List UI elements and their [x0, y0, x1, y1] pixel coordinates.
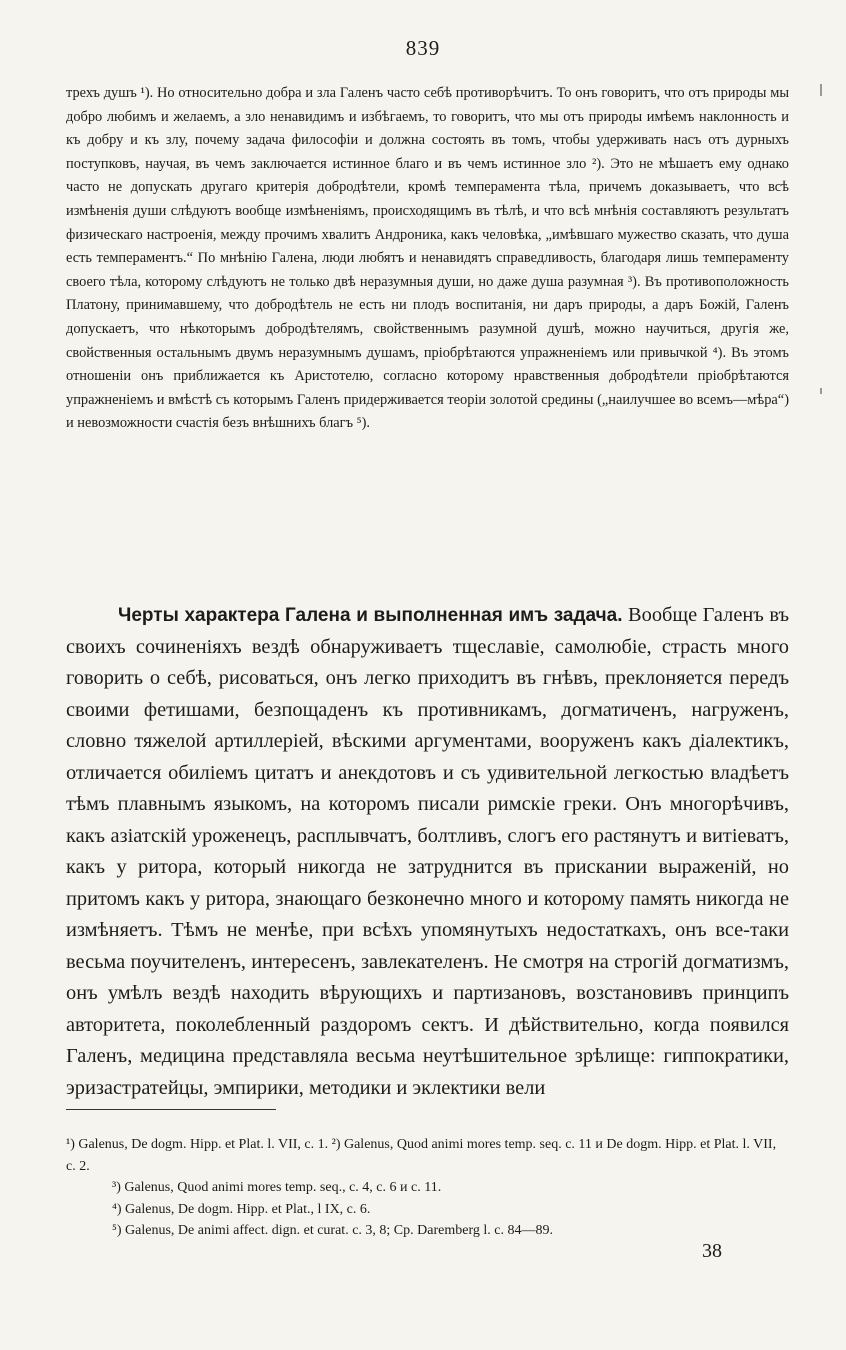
section-title: Черты характера Галена и выполненная имъ задача.	[118, 605, 623, 626]
footnotes	[66, 1134, 789, 1242]
margin-mark	[820, 84, 822, 96]
paragraph-text: трехъ душъ ¹). Но относительно добра и зла Галенъ часто себѣ противорѣчитъ. То онъ говоритъ, что отъ природы мы добро любимъ и желаемъ, а зло ненавидимъ и избѣгаемъ, то говоритъ, что мы отъ природы имѣемъ наклонность и къ добру и къ злу, почему задача философіи и должна состоять въ томъ, чтобы удерживать насъ отъ дурныхъ поступковъ, научая, въ чемъ заключается истинное благо и въ чемъ истинное зло ²). Это не мѣшаетъ ему однако часто не допускать другаго критерія добродѣтели, кромѣ темперамента тѣла, причемъ доказываетъ, что всѣ измѣненія души слѣдуютъ вообще измѣненіямъ, происходящимъ въ тѣлѣ, и что всѣ мнѣнія составляютъ результатъ физическаго настроенія, между прочимъ хвалитъ Андроника, какъ человѣка, „имѣвшаго мужество сказать, что душа есть темпераментъ.“ По мнѣнію Галена, люди любятъ и ненавидятъ справедливость, благодаря лишь темпераменту своего тѣла, которому слѣдуютъ не только двѣ неразумныя души, но даже душа разумная ³). Въ противоположность Платону, принимавшему, что добродѣтель не есть ни плодъ воспитанія, ни даръ природы, а даръ Божій, Галенъ допускаетъ, что нѣкоторымъ добродѣтелямъ, свойственнымъ разумной душѣ, можно научиться, другія же, свойственныя остальнымъ двумъ неразумнымъ душамъ, пріобрѣтаются упражненіемъ или привычкой ⁴). Въ этомъ отношеніи онъ приближается къ Аристотелю, согласно которому нравственныя добродѣтели пріобрѣтаются упражненіемъ и вмѣстѣ съ которымъ Галенъ придерживается теоріи золотой средины („наилучшее во всемъ—мѣра“) и невозможности счастія безъ внѣшнихъ благъ ⁵).	[66, 85, 789, 432]
section-paragraph	[66, 600, 789, 1104]
footnote-1-2: ¹) Galenus, De dogm. Hipp. et Plat. l. VII, c. 1. ²) Galenus, Quod animi mores temp. seq. c. 11 и De dogm. Hipp. et Plat. l. VII, c. 2.	[66, 1137, 777, 1174]
margin-mark	[820, 388, 822, 394]
sheet-signature-number: 38	[702, 1240, 722, 1262]
page-number: 839	[405, 36, 441, 60]
footnote-5: ⁵) Galenus, De animi affect. dign. et curat. c. 3, 8; Ср. Daremberg l. c. 84—89.	[112, 1223, 553, 1238]
section-paragraph-text: Вообще Галенъ въ своихъ сочиненіяхъ вездѣ обнаруживаетъ тщеславіе, самолюбіе, страсть много говорить о себѣ, рисоваться, онъ легко приходитъ въ гнѣвъ, преклоняется передъ своими фетишами, безпощаденъ къ противникамъ, догматиченъ, нагруженъ, словно тяжелой артиллеріей, вѣскими аргументами, вооруженъ какъ діалектикъ, отличается обиліемъ цитатъ и анекдотовъ и съ удивительной легкостью владѣетъ тѣмъ плавнымъ языкомъ, на которомъ писали римскіе греки. Онъ многорѣчивъ, какъ азіатскій уроженецъ, расплывчатъ, болтливъ, слогъ его растянутъ и витіеватъ, какъ у ритора, который никогда не затруднится въ прискании выраженій, но притомъ какъ у ритора, знающаго безконечно много и которому память никогда не измѣняетъ. Тѣмъ не менѣе, при всѣхъ упомянутыхъ недостаткахъ, онъ все-таки весьма поучителенъ, интересенъ, завлекателенъ. Не смотря на строгій догматизмъ, онъ умѣлъ вездѣ находить вѣрующихъ и партизановъ, возстановивъ принципъ авторитета, поколебленный раздоромъ сектъ. И дѣйствительно, когда появился Галенъ, медицина представляла весьма неутѣшительное зрѣлище: гиппократики, эризастратейцы, эмпирики, методики и эклектики вели	[66, 604, 789, 1099]
body-section	[66, 600, 789, 1104]
body-paragraph-continued	[66, 82, 789, 436]
footnote-4: ⁴) Galenus, De dogm. Hipp. et Plat., l IX, c. 6.	[112, 1201, 371, 1217]
footnote-3: ³) Galenus, Quod animi mores temp. seq., c. 4, c. 6 и c. 11.	[112, 1180, 442, 1195]
footnote-separator	[66, 1109, 276, 1110]
